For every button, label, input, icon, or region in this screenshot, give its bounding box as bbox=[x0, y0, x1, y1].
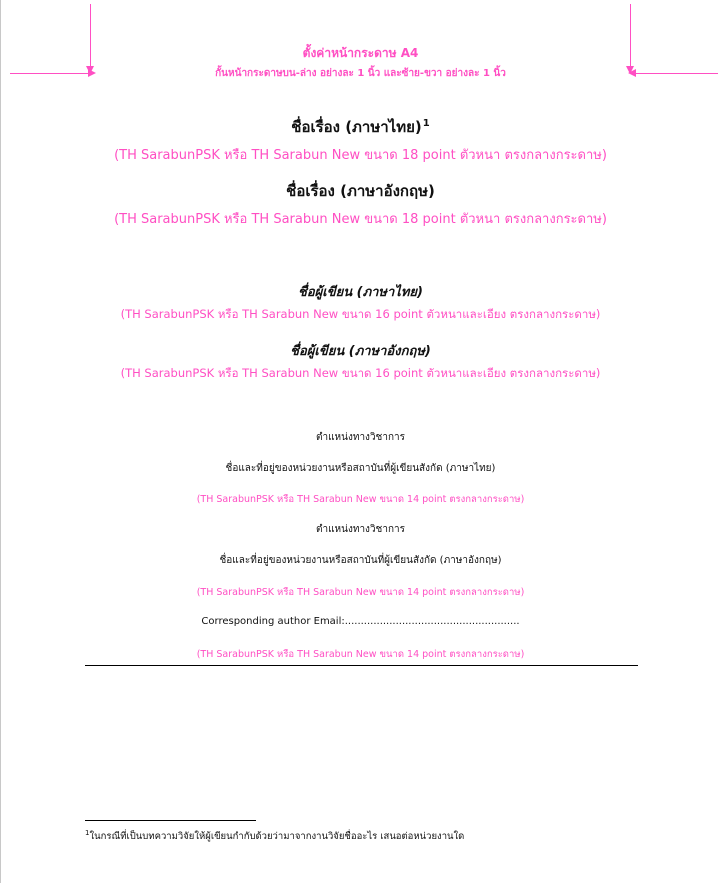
footnote-reference-marker: 1 bbox=[422, 118, 430, 129]
title-thai-line bbox=[0, 115, 721, 139]
section-divider bbox=[85, 665, 638, 666]
affiliation-thai-format-note: (TH SarabunPSK หรือ TH Sarabun New ขนาด 14 point ตรงกลางกระดาษ) bbox=[196, 494, 525, 505]
contact-format-note: (TH SarabunPSK หรือ TH Sarabun New ขนาด 14 point ตรงกลางกระดาษ) bbox=[196, 649, 525, 660]
affiliation-thai-position: ตำแหน่งทางวิชาการ bbox=[315, 432, 405, 443]
footnote bbox=[85, 829, 464, 844]
page-margin-note: กั้นหน้ากระดาษบน-ล่าง อย่างละ 1 นิ้ว และซ้าย-ขวา อย่างละ 1 นิ้ว bbox=[215, 68, 506, 79]
title-english-label: ชื่อเรื่อง (ภาษาอังกฤษ) bbox=[286, 182, 435, 200]
author-thai-label: ชื่อผู้เขียน (ภาษาไทย) bbox=[298, 285, 423, 300]
page-setup-title: ตั้งค่าหน้ากระดาษ A4 bbox=[302, 46, 419, 60]
footnote-text: ในกรณีที่เป็นบทความวิจัยให้ผู้เขียนกำกับด้วยว่ามาจากงานวิจัยชื่ออะไร เสนอต่อหน่วยงานใด bbox=[89, 831, 465, 843]
footnote-separator bbox=[85, 820, 256, 821]
footnote-marker: 1 bbox=[85, 829, 90, 837]
author-english-label: ชื่อผู้เขียน (ภาษาอังกฤษ) bbox=[290, 344, 431, 359]
affiliation-english-format-note: (TH SarabunPSK หรือ TH Sarabun New ขนาด 14 point ตรงกลางกระดาษ) bbox=[196, 587, 525, 598]
title-english-format-note: (TH SarabunPSK หรือ TH Sarabun New ขนาด 18 point ตัวหนา ตรงกลางกระดาษ) bbox=[114, 212, 607, 227]
title-thai-format-note: (TH SarabunPSK หรือ TH Sarabun New ขนาด 18 point ตัวหนา ตรงกลางกระดาษ) bbox=[114, 148, 607, 163]
author-english-format-note: (TH SarabunPSK หรือ TH Sarabun New ขนาด 16 point ตัวหนาและเอียง ตรงกลางกระดาษ) bbox=[120, 366, 601, 380]
affiliation-english-position: ตำแหน่งทางวิชาการ bbox=[315, 524, 405, 535]
title-thai-label: ชื่อเรื่อง (ภาษาไทย) bbox=[291, 118, 422, 136]
affiliation-english-address: ชื่อและที่อยู่ของหน่วยงานหรือสถาบันที่ผู้เขียนสังกัด (ภาษาอังกฤษ) bbox=[219, 555, 502, 566]
affiliation-thai-address: ชื่อและที่อยู่ของหน่วยงานหรือสถาบันที่ผู้เขียนสังกัด (ภาษาไทย) bbox=[225, 463, 496, 474]
corresponding-author-email: Corresponding author Email:....................................................... bbox=[201, 616, 520, 627]
author-thai-format-note: (TH SarabunPSK หรือ TH Sarabun New ขนาด 16 point ตัวหนาและเอียง ตรงกลางกระดาษ) bbox=[120, 307, 601, 321]
